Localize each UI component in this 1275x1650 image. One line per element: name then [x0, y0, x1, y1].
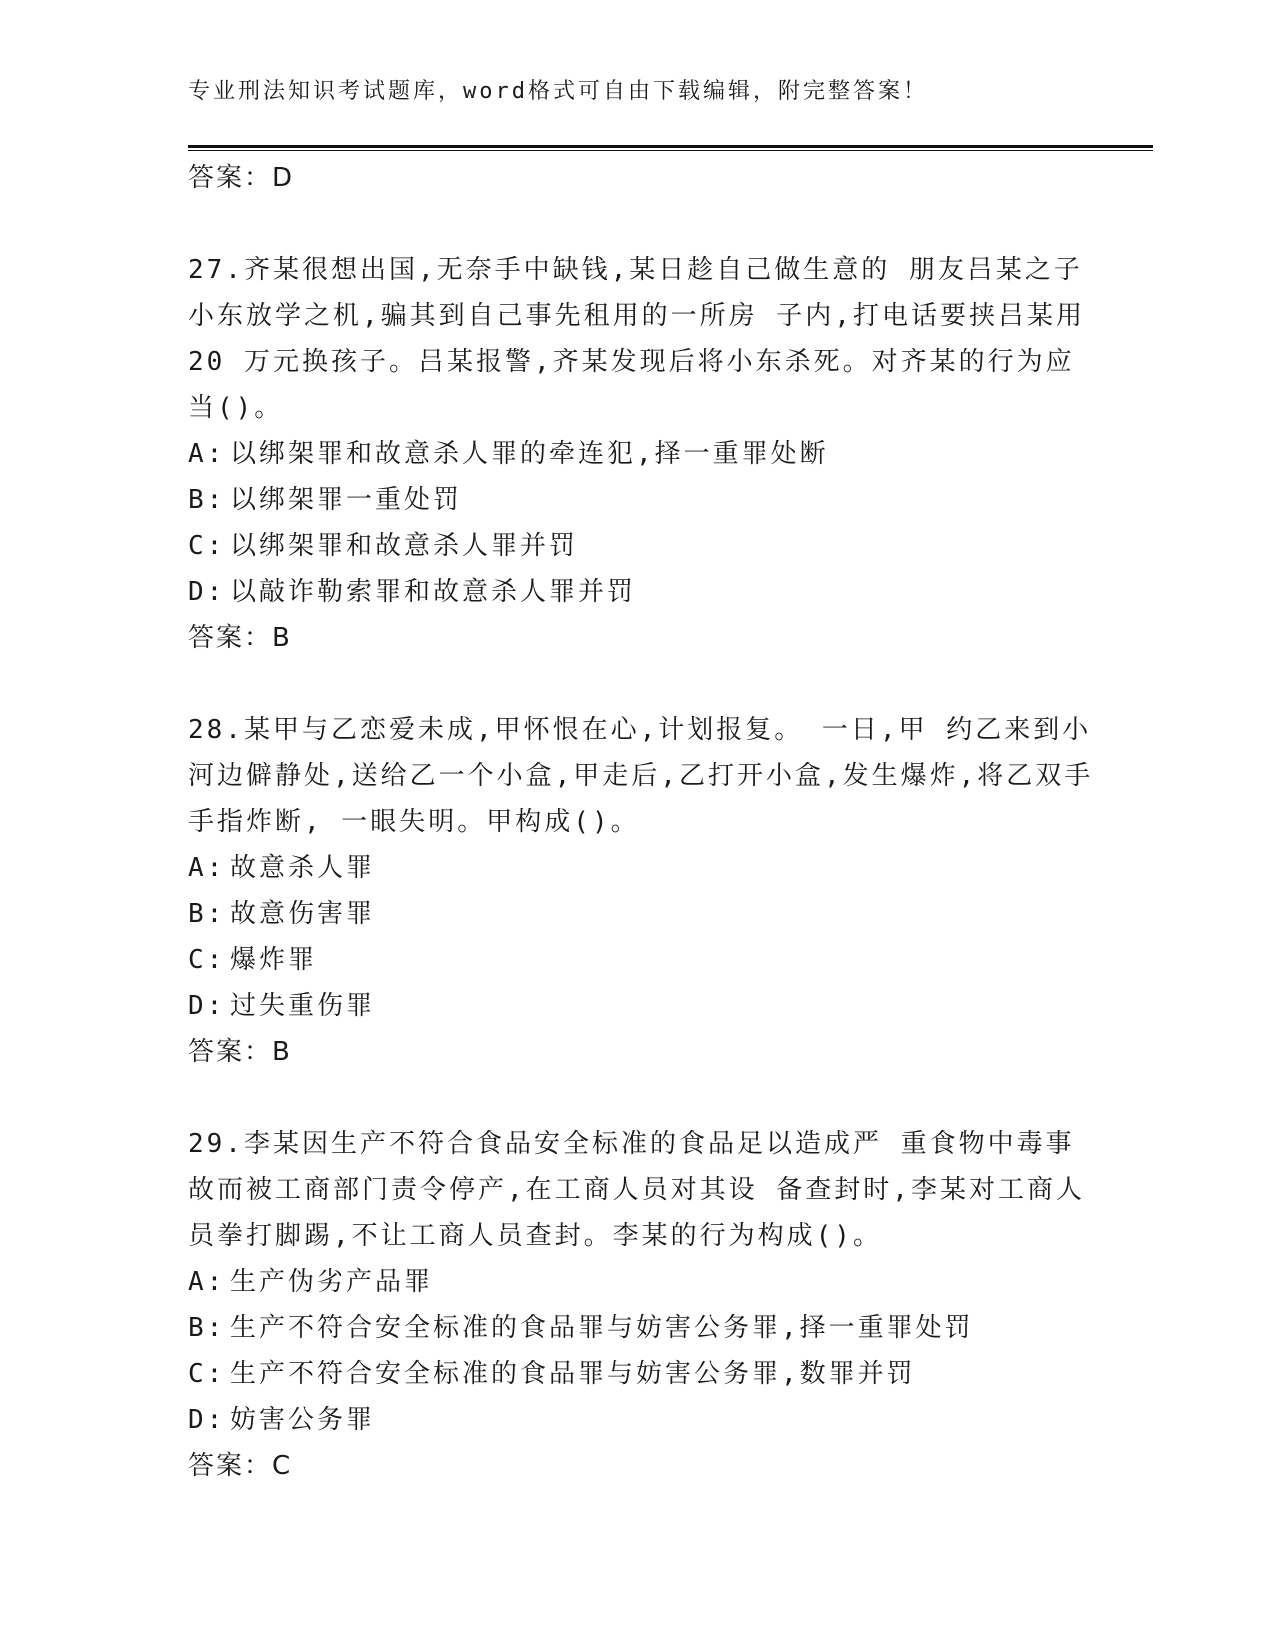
- option-text: 以绑架罪和故意杀人罪并罚: [230, 531, 579, 561]
- option-b: [188, 1305, 1068, 1351]
- option-c: [188, 523, 1068, 569]
- option-a: [188, 431, 1068, 477]
- option-key: B:: [188, 1313, 226, 1343]
- header-divider: [188, 145, 1153, 151]
- option-a: [188, 1259, 1068, 1305]
- question-27: [188, 247, 1085, 661]
- option-key: D:: [188, 991, 226, 1021]
- stem-line: 28.某甲与乙恋爱未成,甲怀恨在心,计划报复。 一日,甲 约乙来到小: [188, 715, 1092, 745]
- stem-line: 小东放学之机,骗其到自己事先租用的一所房 子内,打电话要挟吕某用: [188, 301, 1085, 331]
- question-29: [188, 1121, 1085, 1489]
- option-key: A:: [188, 1267, 226, 1297]
- option-d: [188, 1397, 1068, 1443]
- option-text: 故意杀人罪: [230, 853, 376, 883]
- option-key: C:: [188, 945, 226, 975]
- option-key: A:: [188, 853, 226, 883]
- document-body: [188, 155, 1094, 1489]
- option-key: C:: [188, 531, 226, 561]
- stem-line: 手指炸断, 一眼失明。甲构成()。: [188, 807, 640, 837]
- option-text: 故意伤害罪: [230, 899, 376, 929]
- page-header: 专业刑法知识考试题库，word格式可自由下载编辑，附完整答案！: [188, 79, 928, 104]
- option-text: 以绑架罪和故意杀人罪的牵连犯,择一重罪处断: [230, 439, 829, 469]
- option-b: [188, 891, 1068, 937]
- stem-line: 员拳打脚踢,不让工商人员查封。李某的行为构成()。: [188, 1221, 882, 1251]
- option-text: 以敲诈勒索罪和故意杀人罪并罚: [230, 577, 637, 607]
- stem-line: 20 万元换孩子。吕某报警,齐某发现后将小东杀死。对齐某的行为应: [188, 347, 1075, 377]
- option-key: D:: [188, 577, 226, 607]
- option-text: 生产不符合安全标准的食品罪与妨害公务罪,择一重罪处罚: [230, 1313, 974, 1343]
- stem-line: 27.齐某很想出国,无奈手中缺钱,某日趁自己做生意的 朋友吕某之子: [188, 255, 1083, 285]
- question-28: [188, 707, 1094, 1075]
- option-c: [188, 937, 1068, 983]
- option-text: 生产伪劣产品罪: [230, 1267, 434, 1297]
- question-stem: [188, 1121, 1085, 1259]
- option-text: 妨害公务罪: [230, 1405, 376, 1435]
- answer: 答案：B: [188, 623, 292, 653]
- option-text: 爆炸罪: [230, 945, 318, 975]
- option-key: C:: [188, 1359, 226, 1389]
- option-key: D:: [188, 1405, 226, 1435]
- option-b: [188, 477, 1068, 523]
- question-stem: [188, 707, 1094, 845]
- previous-answer: 答案：D: [188, 163, 295, 193]
- option-text: 过失重伤罪: [230, 991, 376, 1021]
- stem-line: 河边僻静处,送给乙一个小盒,甲走后,乙打开小盒,发生爆炸,将乙双手: [188, 761, 1094, 791]
- option-text: 生产不符合安全标准的食品罪与妨害公务罪,数罪并罚: [230, 1359, 916, 1389]
- option-key: B:: [188, 485, 226, 515]
- answer: 答案：C: [188, 1451, 293, 1481]
- stem-line: 当()。: [188, 393, 284, 423]
- option-text: 以绑架罪一重处罚: [230, 485, 463, 515]
- stem-line: 故而被工商部门责令停产,在工商人员对其设 备查封时,李某对工商人: [188, 1175, 1085, 1205]
- option-d: [188, 983, 1068, 1029]
- question-stem: [188, 247, 1085, 431]
- stem-line: 29.李某因生产不符合食品安全标准的食品足以造成严 重食物中毒事: [188, 1129, 1075, 1159]
- option-key: B:: [188, 899, 226, 929]
- option-key: A:: [188, 439, 226, 469]
- option-a: [188, 845, 1068, 891]
- option-c: [188, 1351, 1068, 1397]
- option-d: [188, 569, 1068, 615]
- answer: 答案：B: [188, 1037, 292, 1067]
